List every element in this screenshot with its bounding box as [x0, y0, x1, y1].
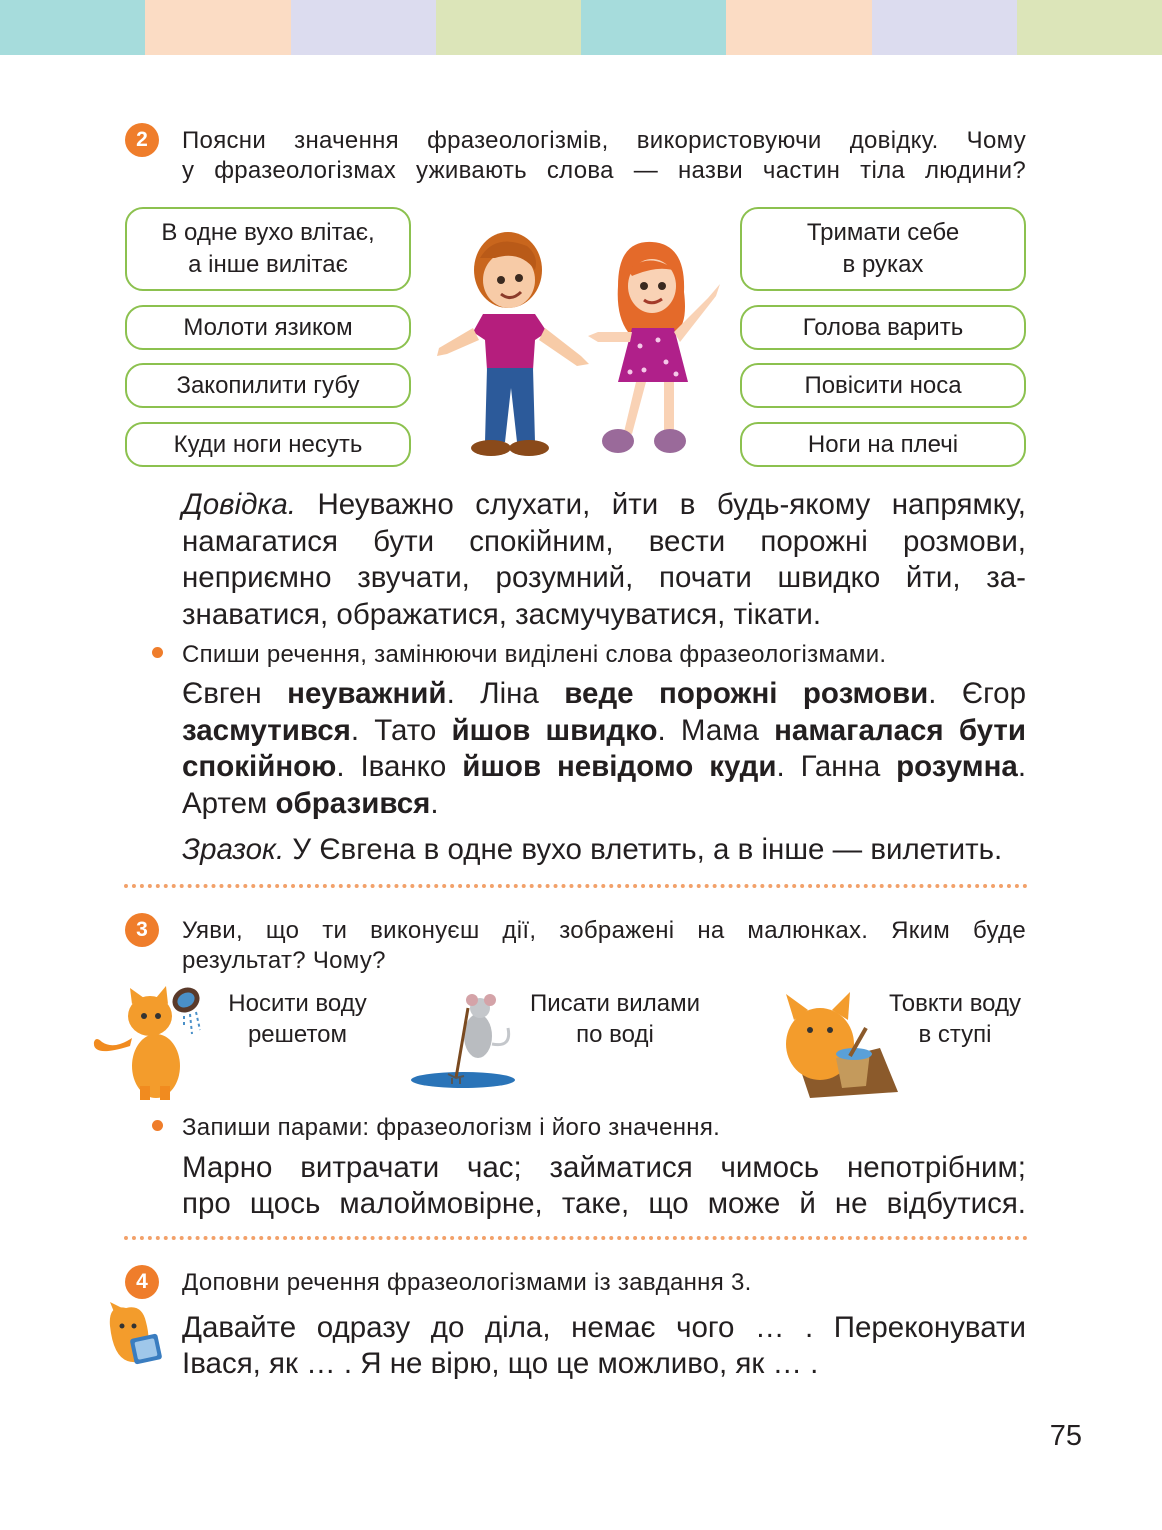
sentence-fragment: . Єгор — [928, 677, 1026, 710]
phrase-text: Повісити носа — [804, 371, 962, 399]
color-stripe — [145, 0, 290, 55]
color-stripe — [0, 0, 145, 55]
mouse-with-pitchfork-illustration — [408, 988, 518, 1088]
sentence-fragment: . Мама — [657, 713, 775, 747]
picture-caption: Писати вилами по воді — [530, 990, 700, 1048]
sentence-fragment: Євген — [182, 677, 288, 710]
picture-caption: Товкти воду в ступі — [888, 990, 1022, 1048]
task4-text-line2: Івася, як … . Я не вірю, що це можливо, як … . — [182, 1347, 819, 1380]
girl-illustration — [588, 236, 728, 462]
task2-instruction-line2: у фразеологізмах уживають слова — назви частин тіла людини? — [182, 157, 1026, 184]
boy-illustration — [435, 228, 595, 460]
color-stripe — [436, 0, 581, 55]
phrase-card — [740, 363, 1026, 408]
highlighted-words: йшов невідомо куди — [462, 750, 777, 783]
task3-instruction-line1: Уяви, що ти виконуєш дії, зображені на малюнках. Яким буде — [182, 917, 1026, 944]
sample-paragraph — [182, 832, 1026, 869]
phrase-text: Тримати себе в руках — [806, 219, 960, 278]
page-number: 75 — [1049, 1420, 1082, 1452]
phrase-text: Закопилити губу — [176, 371, 360, 399]
sentence-fragment: . Артем — [182, 750, 1027, 820]
task3-instruction-line2: результат? Чому? — [182, 947, 386, 974]
phrase-card — [125, 363, 411, 408]
highlighted-words: образився — [275, 786, 431, 820]
task-number-badge: 3 — [125, 913, 159, 947]
cat-with-book-icon — [106, 1302, 170, 1370]
bullet-dot — [152, 1120, 163, 1131]
highlighted-words: йшов швидко — [451, 713, 658, 747]
color-stripe — [872, 0, 1017, 55]
phrase-card — [125, 305, 411, 350]
top-color-band — [0, 0, 1162, 55]
task3-sub-instruction: Запиши парами: фразеологізм і його значення. — [182, 1114, 721, 1141]
task3-text-line1: Марно витрачати час; займатися чимось непотрібним; — [182, 1151, 1026, 1184]
task3-text-line2: про щось малоймовірне, таке, що може й не відбутися. — [182, 1187, 1026, 1220]
sentence-fragment: . Ліна — [446, 677, 565, 710]
sample-text: У Євгена в одне вухо влетить, а в інше — вилетить. — [284, 833, 1003, 866]
phrase-text: Молоти язиком — [183, 313, 353, 341]
task4-instruction: Доповни речення фразеологізмами із завдання 3. — [182, 1269, 752, 1296]
reference-label: Довідка. — [182, 488, 296, 521]
phrase-text: Ноги на плечі — [807, 430, 959, 458]
phrase-card — [740, 207, 1026, 291]
phrase-text: Голова варить — [802, 313, 964, 341]
sentence-fragment: . Іванко — [336, 750, 463, 783]
sentence-fragment: . Ганна — [776, 750, 897, 783]
highlighted-words: засмутився — [182, 713, 351, 747]
section-divider — [124, 1236, 1028, 1240]
phrase-card — [740, 305, 1026, 350]
sentence-fragment: . — [430, 786, 439, 820]
phrase-text: В одне вухо влітає, а інше вилітає — [161, 219, 375, 278]
sentence-fragment: . Тато — [350, 713, 452, 747]
sample-label: Зразок. — [182, 833, 285, 866]
phrase-card — [125, 422, 411, 467]
highlighted-words: розумна — [896, 750, 1018, 783]
color-stripe — [291, 0, 436, 55]
color-stripe — [1017, 0, 1162, 55]
task2-instruction-line1: Поясни значення фразеологізмів, використовуючи довідку. Чому — [182, 127, 1026, 154]
highlighted-words: намагалася бути спокійною — [182, 713, 1026, 783]
color-stripe — [581, 0, 726, 55]
sentences-paragraph — [182, 676, 1026, 822]
reference-text: Неуважно слухати, йти в будь-якому напрямку, намагатися бути спокійним, вести порожні розмови, неприємно звучати, розумний, почати швидко йти, за-знаватися, ображатися, засмучуватися, тікати. — [182, 488, 1026, 631]
phrase-card — [125, 207, 411, 291]
task-number-badge: 4 — [125, 1265, 159, 1299]
color-stripe — [726, 0, 871, 55]
phrase-card — [740, 422, 1026, 467]
task2-sub-instruction: Спиши речення, замінюючи виділені слова фразеологізмами. — [182, 641, 887, 668]
highlighted-words: неуважний — [287, 677, 447, 710]
section-divider — [124, 884, 1028, 888]
phrase-text: Куди ноги несуть — [173, 430, 363, 458]
task4-text-line1: Давайте одразу до діла, немає чого … . Переконувати — [182, 1311, 1026, 1344]
reference-paragraph — [182, 487, 1026, 633]
bullet-dot — [152, 647, 163, 658]
task-number-badge: 2 — [125, 123, 159, 157]
picture-caption: Носити воду решетом — [228, 990, 367, 1048]
highlighted-words: веде порожні розмови — [564, 677, 929, 710]
cat-with-sieve-illustration — [90, 986, 210, 1102]
